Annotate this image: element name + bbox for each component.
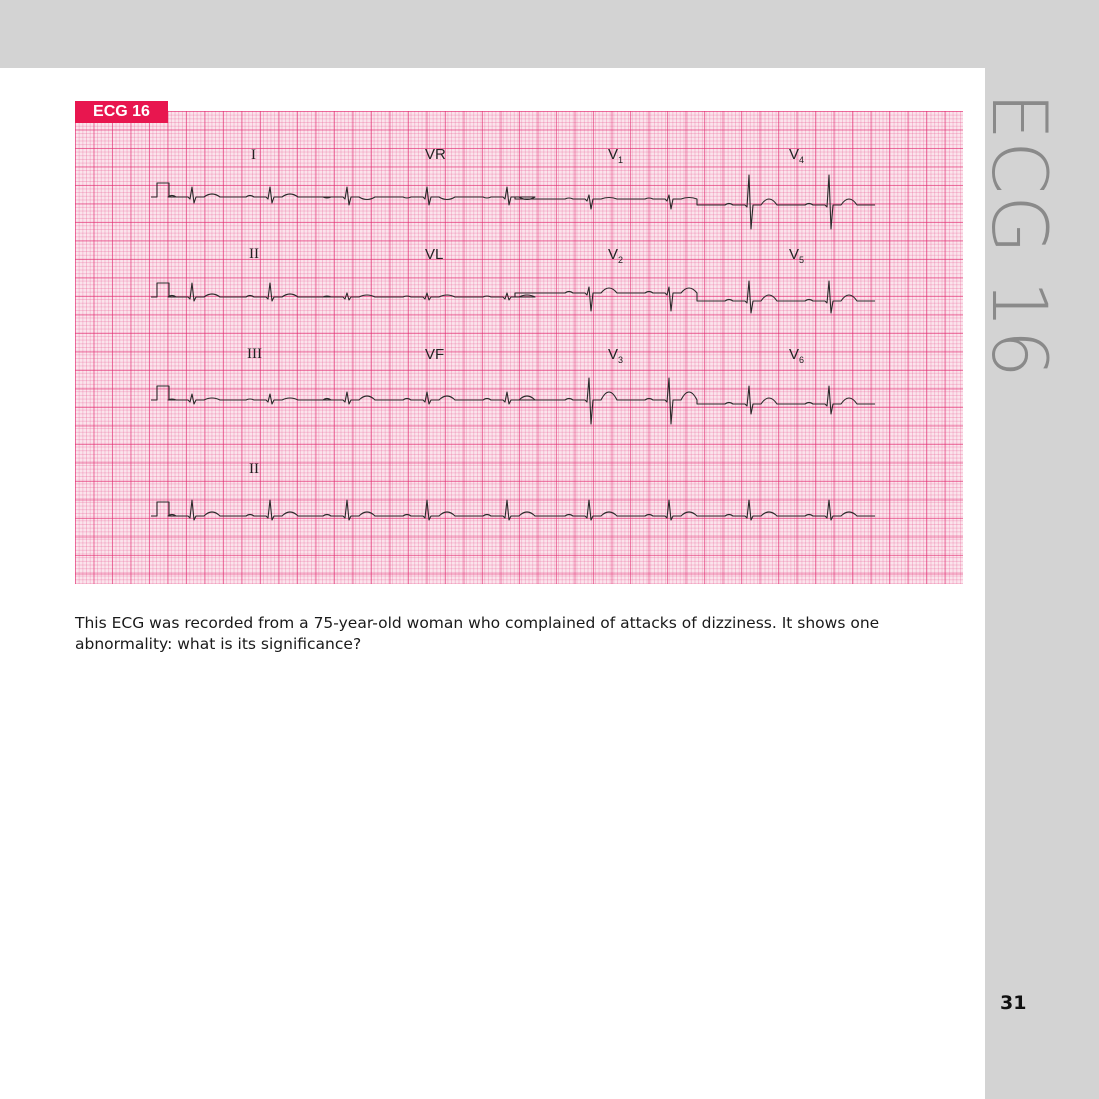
trace-rhythm-strip	[151, 500, 875, 520]
lead-label-v4: $V_4$	[789, 146, 805, 165]
top-band	[0, 0, 1099, 68]
lead-label-iii: III	[247, 346, 262, 362]
lead-label-vr: VR	[425, 146, 446, 163]
page-number: 31	[1000, 992, 1027, 1014]
trace-row-1	[151, 175, 875, 229]
lead-label-i: I	[251, 147, 256, 163]
lead-label-ii: II	[249, 246, 259, 262]
ecg-grid-panel	[75, 111, 963, 584]
lead-label-v1: $V_1$	[608, 146, 624, 165]
side-title: ECG 16	[975, 92, 1064, 379]
lead-label-vf: VF	[425, 346, 445, 363]
lead-label-v5: $V_5$	[789, 246, 805, 265]
lead-label-v2: $V_2$	[608, 246, 624, 265]
lead-label-v3: $V_3$	[608, 346, 624, 365]
lead-label-v6: $V_6$	[789, 346, 805, 365]
trace-row-2	[151, 281, 875, 313]
ecg-badge: ECG 16	[75, 101, 168, 123]
trace-row-3	[151, 378, 875, 424]
lead-label-vl: VL	[425, 246, 444, 263]
lead-label-rhythm-ii: II	[249, 461, 259, 477]
caption-text: This ECG was recorded from a 75-year-old woman who complained of attacks of dizziness. It shows one abnormality: what is its significance?	[75, 614, 880, 653]
ecg-traces	[75, 111, 963, 584]
